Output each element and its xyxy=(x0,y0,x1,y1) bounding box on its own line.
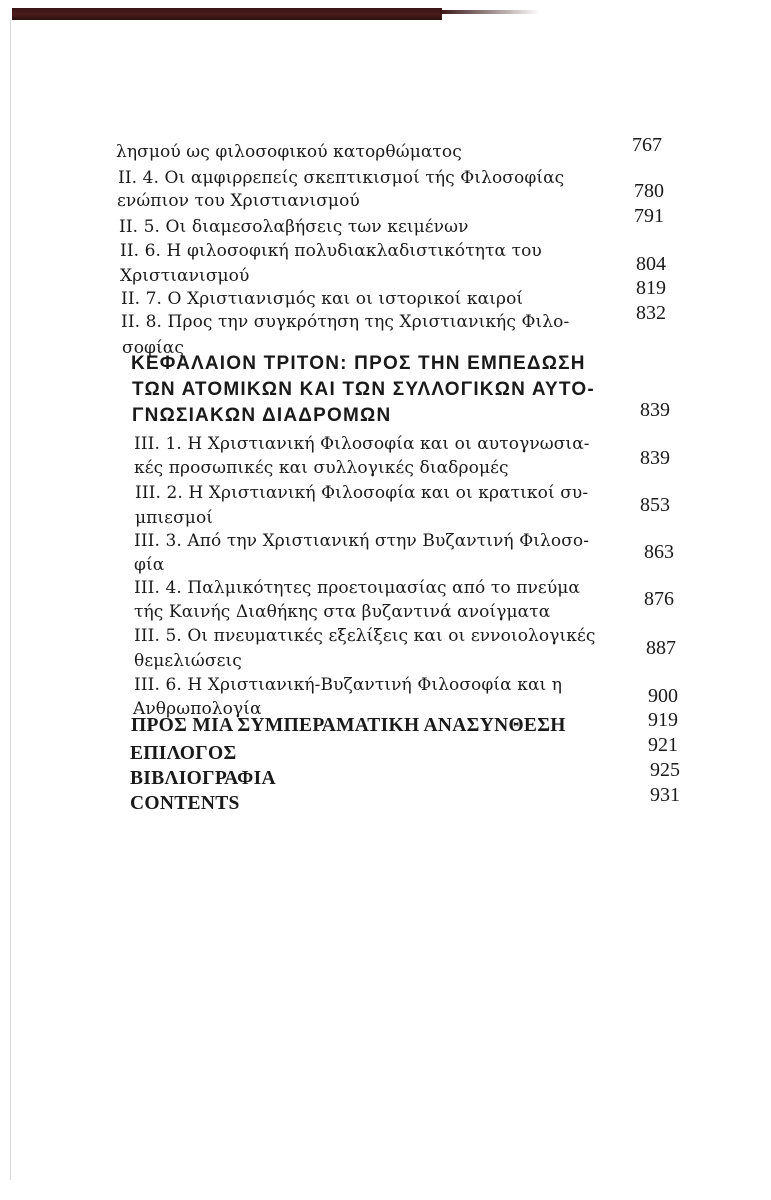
toc-page-number: 839 xyxy=(640,399,670,421)
toc-page-number: 876 xyxy=(644,588,674,610)
toc-page-number: 921 xyxy=(648,734,678,756)
toc-entry-text: Ανθρωπολογία xyxy=(133,699,262,719)
toc-entry-text: ΙΙ. 4. Οι αμφιρρεπείς σκεπτικισμοί τής Φιλοσοφίας xyxy=(118,168,565,188)
toc-page-number: 767 xyxy=(632,134,662,156)
toc-entry-text: σοφίας xyxy=(122,338,185,358)
toc-page-number: 887 xyxy=(646,637,676,659)
toc-entry-text: ΙΙ. 5. Οι διαμεσολαβήσεις των κειμένων xyxy=(119,217,469,237)
section-heading: ΠΡΟΣ ΜΙΑ ΣΥΜΠΕΡΑΜΑΤΙΚΗ ΑΝΑΣΥΝΘΕΣΗ xyxy=(131,715,566,736)
section-heading: ΒΙΒΛΙΟΓΡΑΦΙΑ xyxy=(130,768,276,789)
toc-entry-text: ΙΙΙ. 5. Οι πνευματικές εξελίξεις και οι εννοιολογικές xyxy=(134,626,596,646)
toc-entry-text: ΙΙ. 7. Ο Χριστιανισμός και οι ιστορικοί καιροί xyxy=(121,289,524,309)
toc-entry-text: λησμού ως φιλοσοφικού κατορθώματος xyxy=(116,142,462,162)
toc-entry-text: κές προσωπικές και συλλογικές διαδρομές xyxy=(134,458,509,478)
toc-entry-text: Χριστιανισμού xyxy=(120,266,250,286)
toc-page-number: 819 xyxy=(636,277,666,299)
toc-entry-text: μπιεσμοί xyxy=(135,508,214,528)
toc-page-number: 919 xyxy=(648,709,678,731)
chapter-heading: ΤΩΝ ΑΤΟΜΙΚΩΝ ΚΑΙ ΤΩΝ ΣΥΛΛΟΓΙΚΩΝ ΑΥΤΟ- xyxy=(132,379,595,400)
toc-page-number: 780 xyxy=(634,180,664,202)
toc-entry-text: ΙΙΙ. 3. Από την Χριστιανική στην Βυζαντινή Φιλοσο- xyxy=(134,531,590,551)
section-heading: ΕΠΙΛΟΓΟΣ xyxy=(130,743,237,764)
toc-entry-text: ΙΙΙ. 6. Η Χριστιανική-Βυζαντινή Φιλοσοφία και η xyxy=(134,675,563,695)
toc-entry-text: ΙΙ. 6. Η φιλοσοφική πολυδιακλαδιστικότητα του xyxy=(120,241,542,261)
toc-entry-text: θεμελιώσεις xyxy=(134,651,242,671)
toc-entry-text: ΙΙΙ. 2. Η Χριστιανική Φιλοσοφία και οι κρατικοί συ- xyxy=(135,483,589,503)
toc-entry-text: ενώπιον του Χριστιανισμού xyxy=(117,191,360,211)
toc-page-number: 925 xyxy=(650,759,680,781)
toc-page-number: 931 xyxy=(650,784,680,806)
toc-page-number: 863 xyxy=(644,541,674,563)
toc-page-number: 804 xyxy=(636,253,666,275)
toc-entry-text: φία xyxy=(134,555,165,575)
toc-entry-text: ΙΙ. 8. Προς την συγκρότηση της Χριστιανικής Φιλο- xyxy=(121,312,570,332)
chapter-heading: ΓΝΩΣΙΑΚΩΝ ΔΙΑΔΡΟΜΩΝ xyxy=(132,405,392,426)
toc-entry-text: ΙΙΙ. 4. Παλμικότητες προετοιμασίας από το πνεύμα xyxy=(134,578,580,598)
toc-page-number: 839 xyxy=(640,447,670,469)
toc-page-number: 791 xyxy=(634,205,664,227)
chapter-heading: ΚΕΦΑΛΑΙΟΝ ΤΡΙΤΟΝ: ΠΡΟΣ ΤΗΝ ΕΜΠΕΔΩΣΗ xyxy=(131,353,586,374)
toc-page-number: 832 xyxy=(636,302,666,324)
section-heading: CONTENTS xyxy=(130,793,240,814)
toc-page-number: 900 xyxy=(648,685,678,707)
toc-entry-text: ΙΙΙ. 1. Η Χριστιανική Φιλοσοφία και οι αυτογνωσια- xyxy=(134,434,590,454)
toc-page-number: 853 xyxy=(640,494,670,516)
toc-entry-text: τής Καινής Διαθήκης στα βυζαντινά ανοίγματα xyxy=(134,602,551,622)
